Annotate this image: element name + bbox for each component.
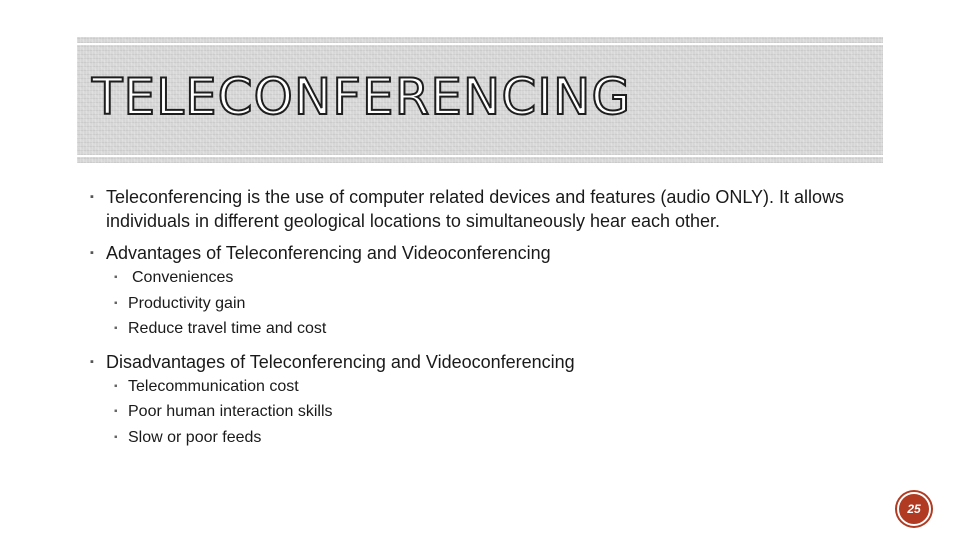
sub-bullet-square-icon: ▪ <box>114 323 118 334</box>
sub-bullet-square-icon: ▪ <box>114 272 118 283</box>
sub-bullet <box>90 425 880 451</box>
sub-bullet-square-icon: ▪ <box>114 431 118 443</box>
slide-content <box>90 185 880 450</box>
sub-bullet-text: Conveniences <box>132 269 234 286</box>
sub-bullet-text: Telecommunication cost <box>128 377 299 395</box>
bullet-text: Teleconferencing is the use of computer related devices and features (audio ONLY). It allows individuals in different geological locations to simultaneously hear each other. <box>106 187 845 231</box>
sub-bullet <box>90 291 880 317</box>
sub-bullet-text: Poor human interaction skills <box>128 403 333 420</box>
bullet-advantages <box>90 241 880 265</box>
bullet-disadvantages <box>90 350 880 374</box>
sub-bullet-text: Reduce travel time and cost <box>128 320 327 337</box>
title-band-bottom-line <box>77 155 883 157</box>
sub-bullet-square-icon: ▪ <box>114 380 118 392</box>
sub-bullet-square-icon: ▪ <box>114 406 118 417</box>
page-number: 25 <box>907 502 921 516</box>
sub-bullet-text: Slow or poor feeds <box>128 428 262 446</box>
slide-title: TELECONFERENCING <box>92 68 632 126</box>
bullet-square-icon: ▪ <box>90 355 94 368</box>
sub-bullet <box>90 399 880 425</box>
bullet-square-icon: ▪ <box>90 191 94 203</box>
sub-bullet-text: Productivity gain <box>128 294 246 312</box>
sub-bullet <box>90 265 880 291</box>
bullet-text: Advantages of Teleconferencing and Videoconferencing <box>106 243 551 263</box>
title-band-top-line <box>77 43 883 45</box>
page-number-badge <box>897 492 931 526</box>
bullet-definition <box>90 185 880 233</box>
bullet-text: Disadvantages of Teleconferencing and Videoconferencing <box>106 351 575 372</box>
sub-bullet <box>90 374 880 400</box>
sub-bullet-square-icon: ▪ <box>114 297 118 309</box>
bullet-square-icon: ▪ <box>90 247 94 259</box>
sub-bullet <box>90 316 880 342</box>
